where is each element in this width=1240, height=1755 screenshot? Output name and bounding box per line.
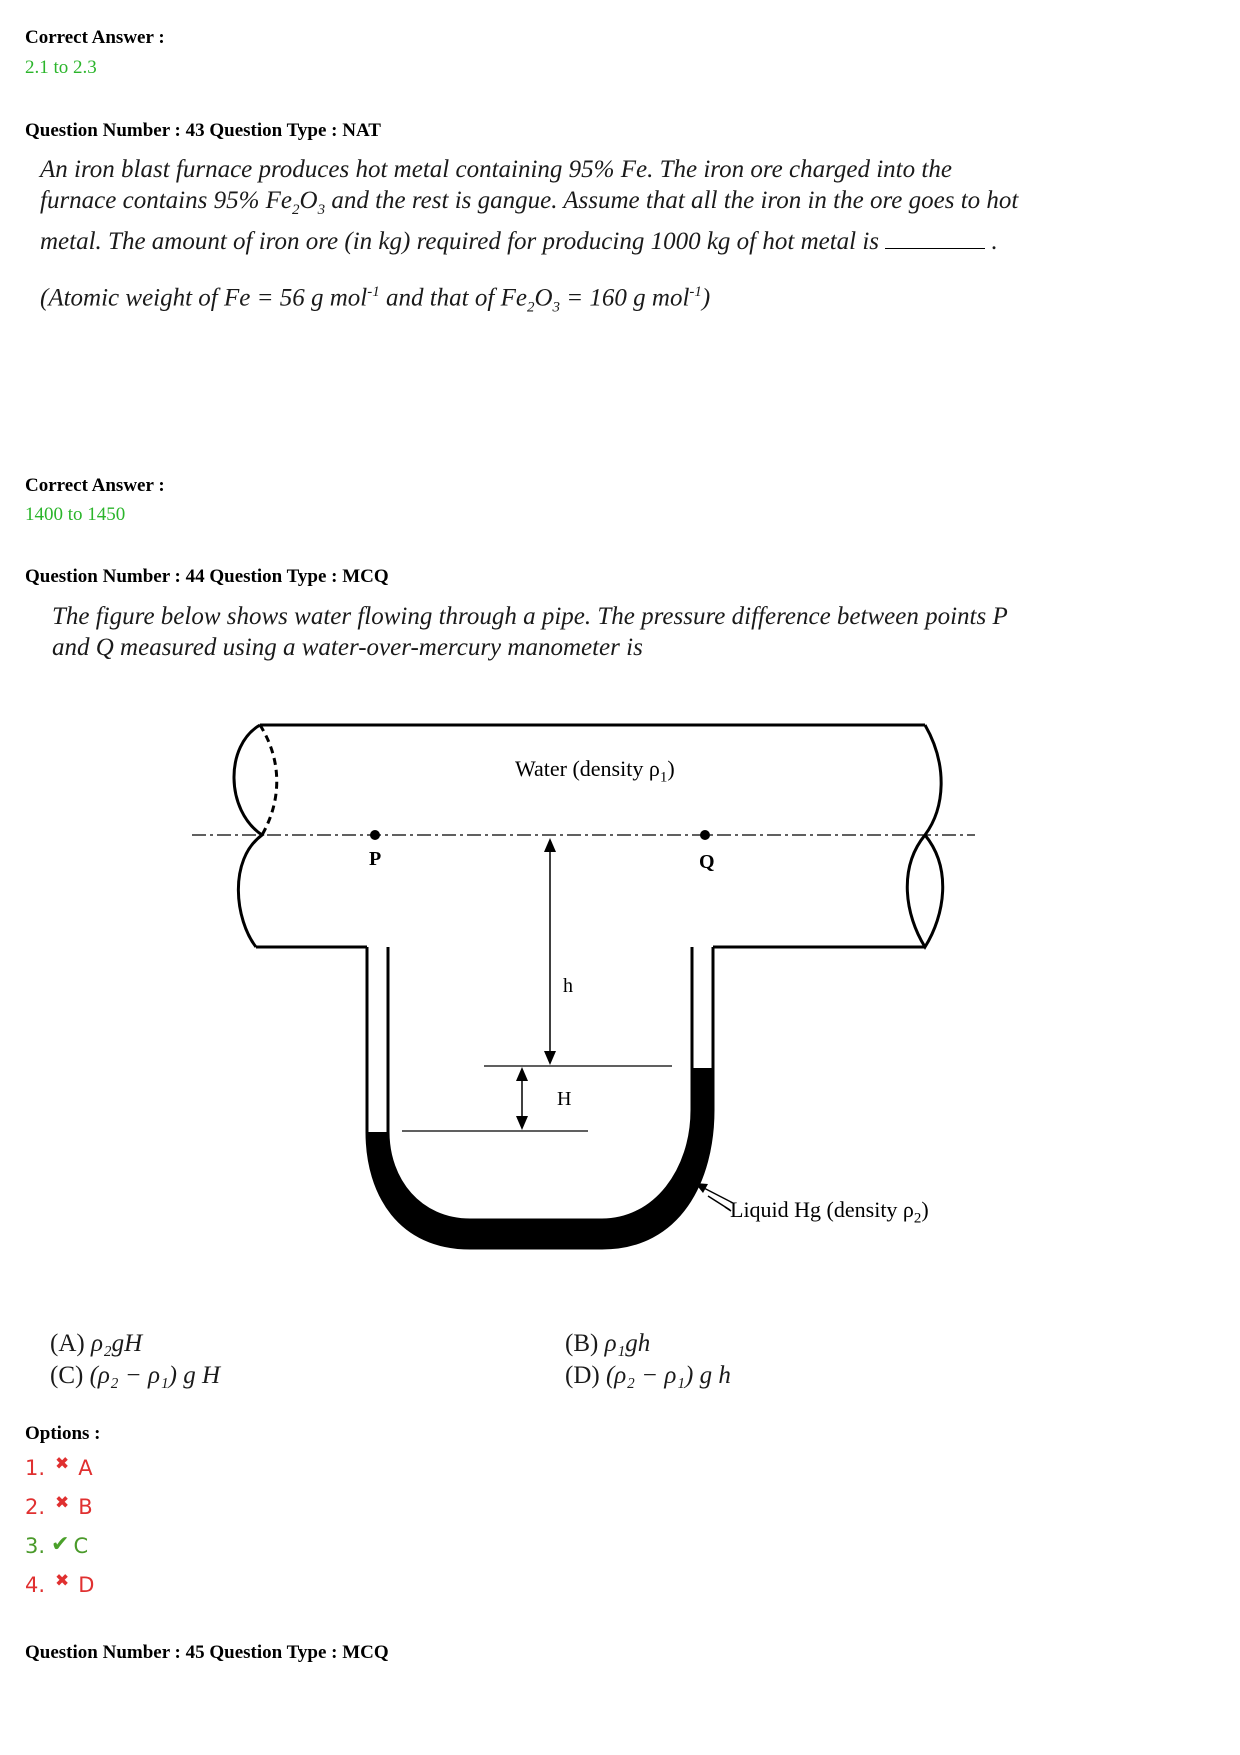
point-q-label: Q <box>699 851 715 873</box>
wrong-mark-icon: ✖ <box>55 1454 70 1474</box>
choice-c: (C) (ρ₂ − ρ₁) g H <box>50 1362 221 1389</box>
h-arrow-top <box>544 838 556 852</box>
h-label: h <box>563 975 573 997</box>
option-1: 1. ✖ A <box>25 1454 93 1480</box>
option-2: 2. ✖ B <box>25 1493 93 1519</box>
point-p-label: P <box>369 848 382 870</box>
water-label: Water (density $\rho_1$) <box>515 756 675 786</box>
q44-line1: The figure below shows water flowing through a pipe. The pressure difference between points P <box>52 603 1008 630</box>
q43-atomic-weight: (Atomic weight of Fe = 56 g mol$^{-1}$ and that of $Fe_2O_3 = 160$ g mol$^{-1}$) <box>40 284 711 316</box>
q43-correct-answer-label: Correct Answer : <box>25 475 165 496</box>
point-p-dot <box>370 830 380 840</box>
H-arrow-top <box>516 1067 528 1081</box>
tube-inner-wall <box>388 947 692 1220</box>
H-label: H <box>557 1088 572 1110</box>
q43-correct-answer-value: 1400 to 1450 <box>25 504 126 525</box>
choice-a: (A) ρ₂gH <box>50 1330 143 1357</box>
option-3: 3. ✔ C <box>25 1532 89 1558</box>
wrong-mark-icon: ✖ <box>55 1571 70 1591</box>
prev-correct-answer-value: 2.1 to 2.3 <box>25 57 97 78</box>
pipe-left-end-front <box>234 725 262 947</box>
q43-line2: furnace contains 95% $Fe_2O_3$ and the rest is gangue. Assume that all the iron in the ore goes to hot <box>40 187 1019 218</box>
q43-line3: metal. The amount of iron ore (in kg) required for producing 1000 kg of hot metal is . <box>40 228 998 255</box>
hg-label: Liquid Hg (density $\rho_2$) <box>730 1197 929 1227</box>
mercury-column <box>367 1068 713 1248</box>
pipe-left-end-back <box>260 725 277 835</box>
pipe-right-end <box>907 725 942 947</box>
h-arrow-bottom <box>544 1051 556 1065</box>
choice-b: (B) ρ₁gh <box>565 1330 651 1357</box>
correct-check-icon: ✔ <box>51 1532 70 1557</box>
option-4: 4. ✖ D <box>25 1571 95 1597</box>
prev-correct-answer-label: Correct Answer : <box>25 27 165 48</box>
H-arrow-bottom <box>516 1116 528 1130</box>
q45-header: Question Number : 45 Question Type : MCQ <box>25 1642 389 1663</box>
q43-header: Question Number : 43 Question Type : NAT <box>25 120 381 141</box>
options-label: Options : <box>25 1423 101 1444</box>
q44-header: Question Number : 44 Question Type : MCQ <box>25 566 389 587</box>
point-q-dot <box>700 830 710 840</box>
q44-line2: and Q measured using a water-over-mercury manometer is <box>52 634 643 661</box>
wrong-mark-icon: ✖ <box>55 1493 70 1513</box>
q43-line1: An iron blast furnace produces hot metal containing 95% Fe. The iron ore charged into the <box>40 156 952 183</box>
choice-d: (D) (ρ₂ − ρ₁) g h <box>565 1362 731 1389</box>
